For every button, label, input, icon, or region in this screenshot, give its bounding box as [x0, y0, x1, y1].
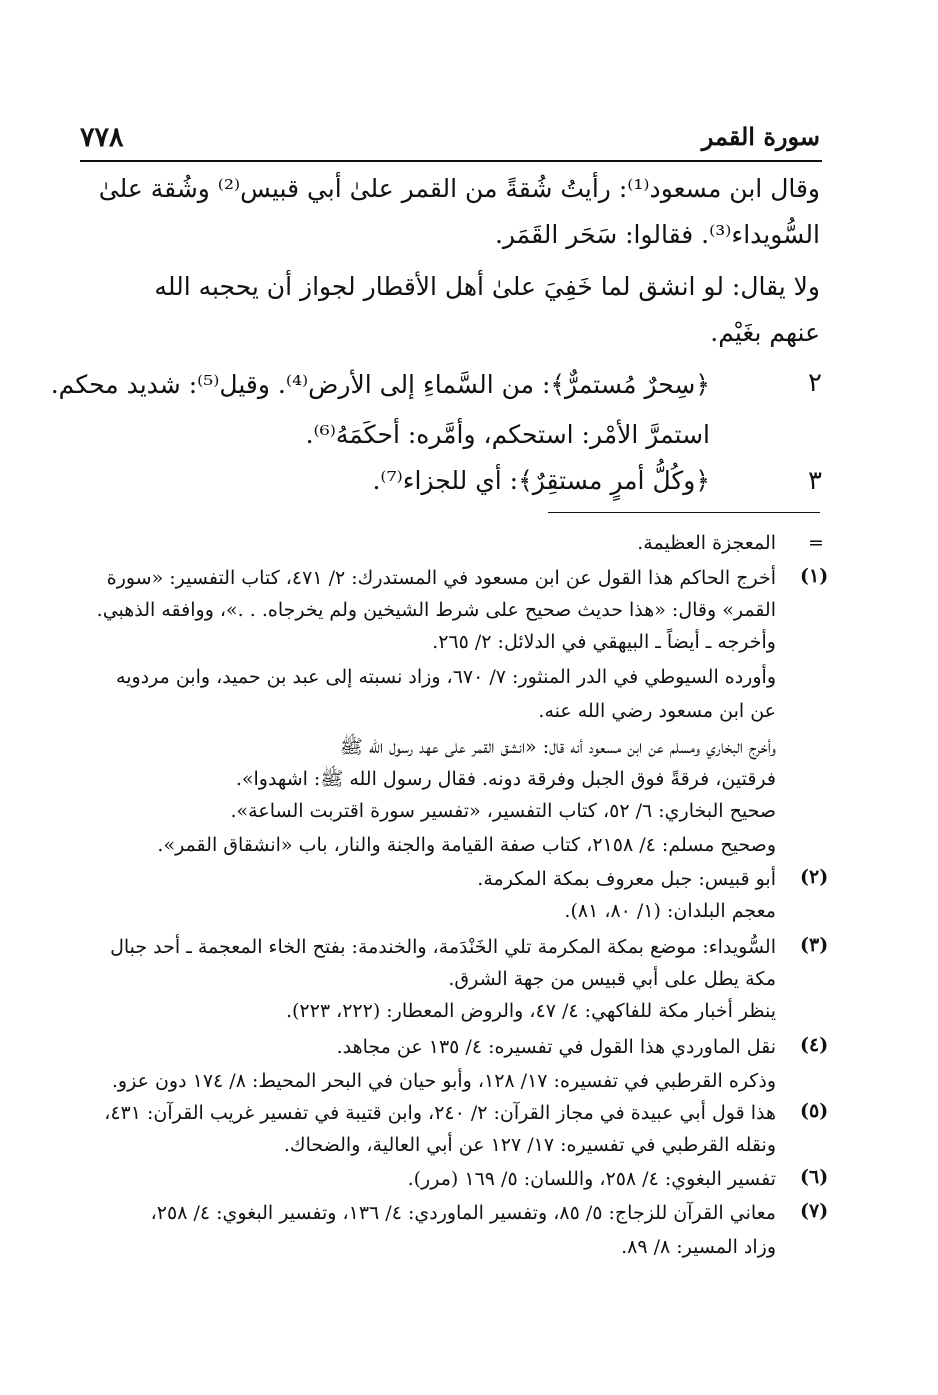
- footnote-line: أبو قبيس: جبل معروف بمكة المكرمة.: [477, 868, 776, 890]
- footnote-line: نقل الماوردي هذا القول في تفسيره: ٤/ ١٣٥ عن مجاهد.: [336, 1036, 776, 1058]
- footnote-line: وصحيح مسلم: ٤/ ٢١٥٨، كتاب صفة القيامة والجنة والنار، باب «انشقاق القمر».: [157, 834, 776, 856]
- running-header: [80, 122, 820, 162]
- footnote-line: معجم البلدان: (١/ ٨٠، ٨١).: [564, 900, 776, 922]
- footnote-line: فرقتين، فرقةً فوق الجبل وفرقة دونه. فقال رسول الله ﷺ: اشهدوا».: [235, 768, 776, 790]
- footnote-number: (٧): [800, 1200, 829, 1222]
- header-rule: [80, 160, 822, 162]
- footnote-line: القمر» وقال: «هذا حديث صحيح على شرط الشيخين ولم يخرجاه. . .»، ووافقه الذهبي.: [96, 599, 776, 621]
- footnote-line: عن ابن مسعود رضي الله عنه.: [538, 700, 776, 722]
- main-line-2: السُّويداء⁽³⁾. فقالوا: سَحَر القَمَر.: [494, 220, 820, 249]
- verse-number: ٢: [808, 368, 822, 398]
- footnote-number: (٣): [800, 934, 829, 956]
- footnote-line: وأخرجه ـ أيضاً ـ البيهقي في الدلائل: ٢/ ٢٦٥.: [432, 631, 776, 653]
- footnote-number: (٤): [800, 1034, 829, 1056]
- footnote-line: تفسير البغوي: ٤/ ٢٥٨، واللسان: ٥/ ١٦٩ (مرر).: [407, 1168, 776, 1190]
- main-line-3: ولا يقال: لو انشق لما خَفِيَ علىٰ أهل الأقطار لجواز أن يحجبه الله: [154, 272, 820, 301]
- verse-number: ٣: [808, 466, 822, 496]
- footnote-line: مكة يطل على أبي قبيس من جهة الشرق.: [448, 968, 776, 990]
- footnote-line: ونقله القرطبي في تفسيره: ١٧/ ١٢٧ عن أبي العالية، والضحاك.: [283, 1134, 776, 1156]
- footnote-line: وأورده السيوطي في الدر المنثور: ٧/ ٦٧٠، وزاد نسبته إلى عبد بن حميد، وابن مردويه: [116, 666, 776, 688]
- page-number: ٧٧٨: [80, 122, 124, 153]
- footnote-line: السُّويداء: موضع بمكة المكرمة تلي الخَنْدَمة، والخندمة: بفتح الخاء المعجمة ـ أحد جبال: [110, 936, 776, 958]
- main-line-1: وقال ابن مسعود⁽¹⁾: رأيتُ شُقةً من القمر علىٰ أبي قبيس⁽²⁾ وشُقة علىٰ: [98, 174, 820, 203]
- main-line-7: ﴿وكُلُّ أمرٍ مستقِرٌ﴾: أي للجزاء⁽⁷⁾.: [372, 466, 710, 495]
- main-line-6: استمرَّ الأمْر: استحكم، وأمَّره: أحكَمَهُ⁽⁶⁾.: [305, 420, 710, 449]
- footnote-number: (٢): [800, 866, 829, 888]
- footnote-line: معاني القرآن للزجاج: ٥/ ٨٥، وتفسير الماوردي: ٤/ ١٣٦، وتفسير البغوي: ٤/ ٢٥٨،: [150, 1202, 776, 1224]
- footnote-separator: [548, 512, 820, 513]
- main-line-5: ﴿سِحرٌ مُستمرٌّ﴾: من السَّماءِ إلى الأرض⁽⁴⁾. وقيل⁽⁵⁾: شديد محكم.: [50, 370, 710, 399]
- continuation-mark: =: [808, 532, 824, 554]
- footnote-line: صحيح البخاري: ٦/ ٥٢، كتاب التفسير، «تفسير سورة اقتربت الساعة».: [230, 800, 776, 822]
- footnote-number: (٥): [800, 1100, 829, 1122]
- main-line-4: عنهم بغَيْم.: [710, 318, 820, 347]
- footnote-number: (١): [800, 565, 829, 587]
- footnote-continuation: المعجزة العظيمة.: [637, 532, 776, 554]
- footnote-line: هذا قول أبي عبيدة في مجاز القرآن: ٢/ ٢٤٠، وابن قتيبة في تفسير غريب القرآن: ٤٣١،: [104, 1102, 776, 1124]
- footnote-line: وأخرج البخاري ومسلم عن ابن مسعود أنه قال: «انشق القمر على عهد رسول الله ﷺ: [339, 736, 776, 758]
- footnote-line: ينظر أخبار مكة للفاكهي: ٤/ ٤٧، والروض المعطار: (٢٢٢، ٢٢٣).: [285, 1000, 776, 1022]
- surah-title: سورة القمر: [701, 122, 820, 151]
- footnote-line: وذكره القرطبي في تفسيره: ١٧/ ١٢٨، وأبو حيان في البحر المحيط: ٨/ ١٧٤ دون عزو.: [111, 1070, 776, 1092]
- footnote-number: (٦): [800, 1166, 829, 1188]
- footnote-line: أخرج الحاكم هذا القول عن ابن مسعود في المستدرك: ٢/ ٤٧١، كتاب التفسير: «سورة: [106, 567, 776, 589]
- footnote-line: وزاد المسير: ٨/ ٨٩.: [621, 1236, 776, 1258]
